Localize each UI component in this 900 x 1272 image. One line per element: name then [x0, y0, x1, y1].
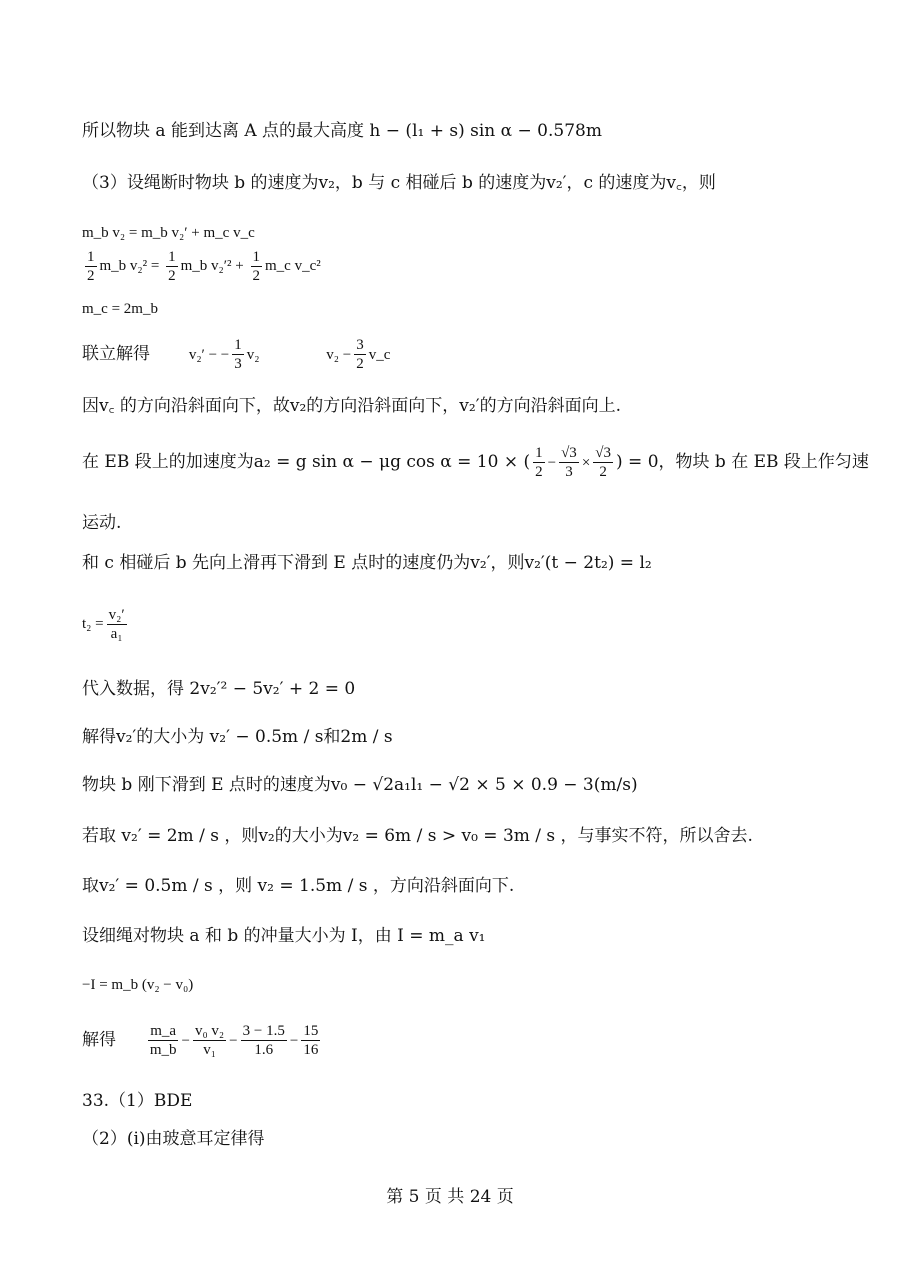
text-line: 取v₂′ = 0.5m / s ，则 v₂ = 1.5m / s ，方向沿斜面向下.	[82, 876, 515, 896]
fraction: $\frac{1}{2}$	[535, 445, 543, 480]
text-line: 因v꜀ 的方向沿斜面向下，故v₂的方向沿斜面向下，v₂′的方向沿斜面向上.	[82, 396, 621, 416]
text-line: 物块 b 刚下滑到 E 点时的速度为v₀ − √2a₁l₁ − √2 × 5 × 0.9 − 3(m/s)	[82, 775, 638, 795]
text-line: （3）设绳断时物块 b 的速度为v₂，b 与 c 相碰后 b 的速度为v₂′，c 的速度为v꜀，则	[82, 173, 716, 193]
equation-impulse: −I = m_b (v₂ − v₀)	[82, 977, 194, 993]
fraction: $\frac{\text{v₂′}}{\text{a₁}}$	[108, 607, 125, 642]
equation-t2: t₂ = $\frac{\text{v₂′}}{\text{a₁}}$	[82, 607, 125, 642]
text-line: 和 c 相碰后 b 先向上滑再下滑到 E 点时的速度仍为v₂′，则v₂′(t − 2t₂) = l₂	[82, 553, 652, 573]
text-line: 33.（1）BDE	[82, 1091, 193, 1111]
fraction: $\frac{3 - 1.5}{1.6}$	[242, 1023, 285, 1058]
fraction: $\frac{\text{v₀ v₂}}{\text{v₁}}$	[194, 1023, 225, 1058]
fraction: $\frac{1}{2}$	[87, 249, 95, 284]
page-footer: 第 5 页 共 24 页	[386, 1187, 514, 1207]
equation-energy: $\frac{1}{2}$ m_b v₂² = $\frac{1}{2}$ m_b v₂′² + $\frac{1}{2}$ m_c v_c²	[87, 249, 321, 284]
text-line: 若取 v₂′ = 2m / s ，则v₂的大小为v₂ = 6m / s > v₀ = 3m / s ，与事实不符，所以舍去.	[82, 826, 753, 846]
fraction: $\frac{√3}{3}$	[561, 445, 577, 480]
text-line: 在 EB 段上的加速度为a₂ = g sin α − μg cos α = 10 × ( $\frac{1}{2}$ − $\frac{√3}{3}$ × $\frac{√3}{2}$ ) = 0，物块 b 在 EB 段上作匀速	[82, 445, 869, 480]
fraction: $\frac{√3}{2}$	[595, 445, 612, 480]
text-line: 解得v₂′的大小为 v₂′ − 0.5m / s和2m / s	[82, 727, 393, 747]
equation-mass-ratio: m_c = 2m_b	[82, 301, 158, 317]
text-line: 运动.	[82, 513, 122, 533]
text-line: 解得 $\frac{m\_a}{m\_b}$ − $\frac{\text{v₀ v₂}}{\text{v₁}}$ − $\frac{3 - 1.5}{1.6}$ − $\frac{15}{16}$	[82, 1023, 319, 1058]
text-line: 联立解得 v₂′ − − $\frac{1}{3}$ v₂ v₂ − $\frac{3}{2}$ v_c	[82, 337, 391, 372]
text-line: 所以物块 a 能到达离 A 点的最大高度 h − (l₁ + s) sin α − 0.578m	[82, 121, 602, 141]
text-line: 代入数据，得 2v₂′² − 5v₂′ + 2 = 0	[82, 679, 356, 699]
fraction: $\frac{3}{2}$	[356, 337, 364, 372]
fraction: $\frac{m\_a}{m\_b}$	[149, 1023, 177, 1058]
text-line: （2）(i)由玻意耳定律得	[82, 1129, 265, 1149]
fraction: $\frac{1}{3}$	[234, 337, 242, 372]
fraction: $\frac{15}{16}$	[303, 1023, 319, 1058]
text-line: 设细绳对物块 a 和 b 的冲量大小为 I，由 I = m_a v₁	[82, 926, 486, 946]
fraction: $\frac{1}{2}$	[252, 249, 260, 284]
equation-momentum: m_b v₂ = m_b v₂′ + m_c v_c	[82, 225, 255, 241]
fraction: $\frac{1}{2}$	[168, 249, 176, 284]
